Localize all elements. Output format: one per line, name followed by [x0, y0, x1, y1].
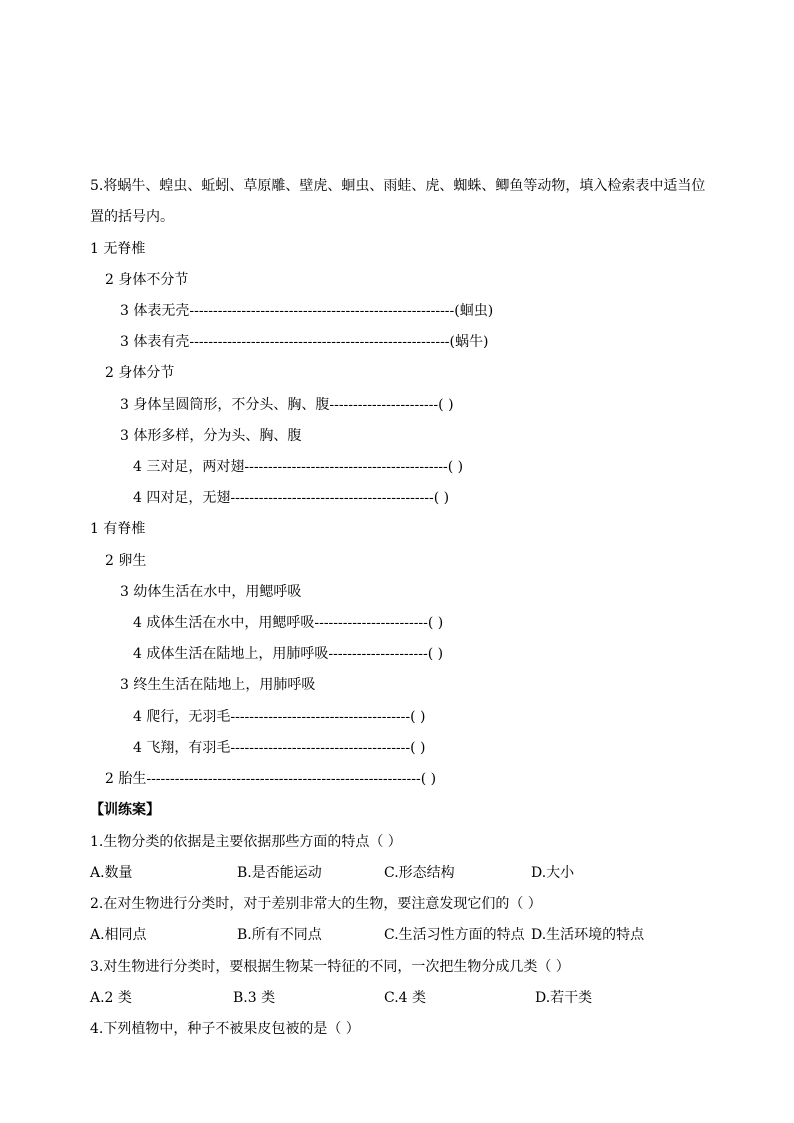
question-4: 4.下列植物中，种子不被果皮包被的是（ ）	[90, 1021, 360, 1037]
key-line: 4 爬行，无羽毛--------------------------------------( )	[133, 709, 426, 725]
question-5-line-2: 置的括号内。	[90, 209, 174, 225]
key-line: 2 身体不分节	[105, 272, 189, 288]
question-1-option-c: C.形态结构	[384, 865, 455, 881]
key-line: 2 胎生----------------------------------------------------------( )	[105, 771, 437, 787]
question-1: 1.生物分类的依据是主要依据那些方面的特点（ ）	[90, 834, 402, 850]
question-5-line-1: 5.将蜗牛、蝗虫、蚯蚓、草原雕、壁虎、蛔虫、雨蛙、虎、蜘蛛、鲫鱼等动物，填入检索表中适当位	[90, 178, 706, 194]
question-3-option-b: B.3 类	[233, 990, 276, 1006]
key-line: 3 终生生活在陆地上，用肺呼吸	[120, 677, 316, 693]
question-1-option-a: A.数量	[90, 865, 133, 881]
key-line: 3 身体呈圆筒形，不分头、胸、腹-----------------------( )	[120, 397, 454, 413]
key-line: 4 成体生活在陆地上，用肺呼吸---------------------( )	[133, 646, 444, 662]
question-3: 3.对生物进行分类时，要根据生物某一特征的不同，一次把生物分成几类（ ）	[90, 959, 570, 975]
key-line: 1 无脊椎	[90, 241, 146, 257]
question-3-option-a: A.2 类	[90, 990, 132, 1006]
training-heading: 【训练案】	[90, 802, 160, 818]
question-2-option-b: B.所有不同点	[237, 927, 322, 943]
question-3-option-c: C.4 类	[384, 990, 427, 1006]
question-1-option-b: B.是否能运动	[237, 865, 322, 881]
key-line: 3 体表无壳--------------------------------------------------------(蛔虫)	[120, 303, 494, 319]
question-2-option-d: D.生活环境的特点	[531, 927, 645, 943]
question-2-option-a: A.相同点	[90, 927, 147, 943]
key-line: 1 有脊椎	[90, 521, 146, 537]
question-1-option-d: D.大小	[531, 865, 575, 881]
key-line: 4 三对足，两对翅-------------------------------------------( )	[133, 459, 464, 475]
key-line: 2 身体分节	[105, 365, 175, 381]
key-line: 3 体表有壳-------------------------------------------------------(蜗牛)	[120, 334, 489, 350]
key-line: 3 幼体生活在水中，用鳃呼吸	[120, 584, 302, 600]
question-2: 2.在对生物进行分类时，对于差别非常大的生物，要注意发现它们的（ ）	[90, 896, 542, 912]
question-3-option-d: D.若干类	[535, 990, 593, 1006]
question-2-option-c: C.生活习性方面的特点	[384, 927, 525, 943]
key-line: 3 体形多样，分为头、胸、腹	[120, 428, 302, 444]
key-line: 4 成体生活在水中，用鳃呼吸------------------------( )	[133, 615, 444, 631]
key-line: 4 飞翔，有羽毛--------------------------------------( )	[133, 740, 426, 756]
key-line: 2 卵生	[105, 553, 147, 569]
key-line: 4 四对足，无翅-------------------------------------------( )	[133, 490, 450, 506]
